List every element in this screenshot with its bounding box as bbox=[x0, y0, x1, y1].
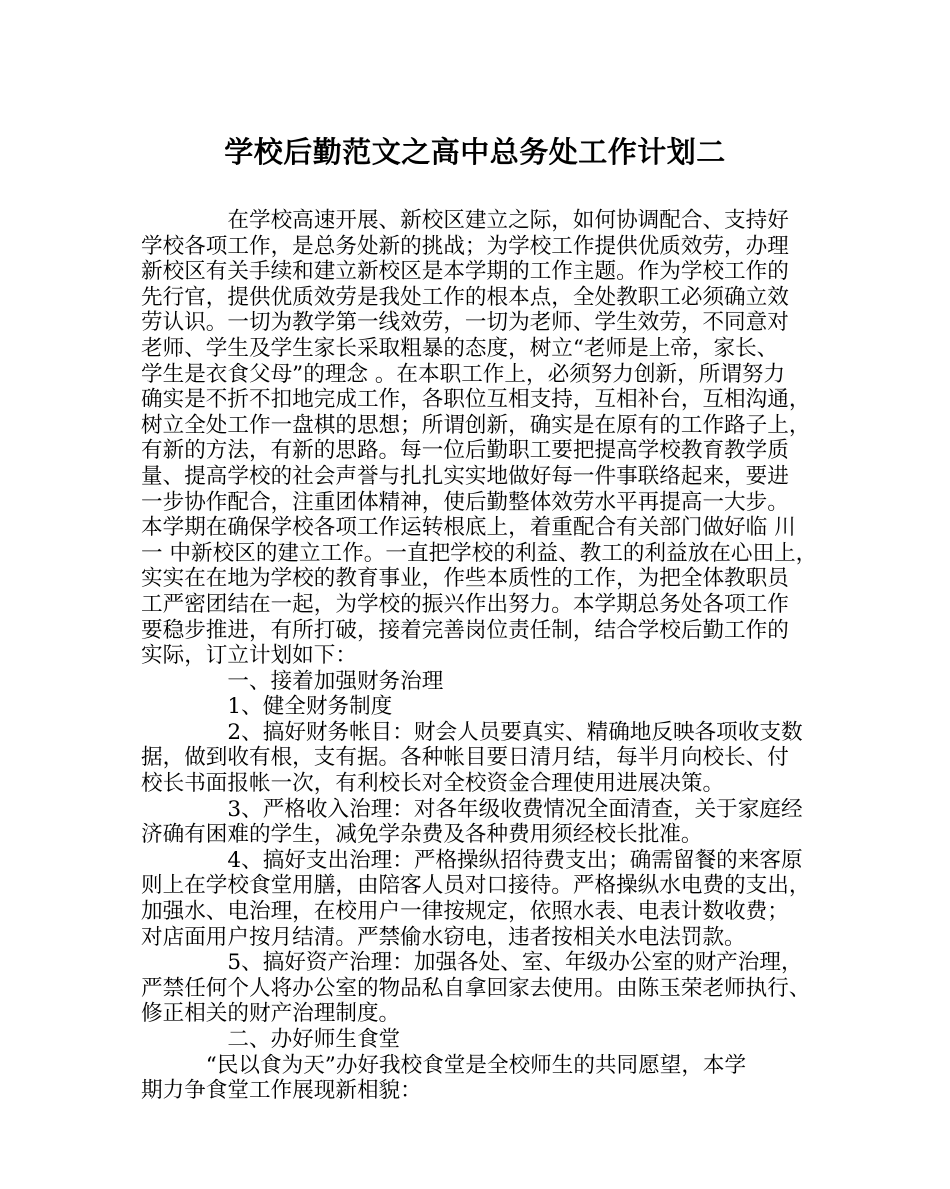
text-line: 1、健全财务制度 bbox=[141, 694, 393, 720]
text-line: 新校区有关手续和建立新校区是本学期的工作主题。作为学校工作的 bbox=[141, 259, 789, 285]
text-line: 修正相关的财产治理制度。 bbox=[141, 1001, 401, 1027]
text-line: 校长书面报帐一次，有利校长对全校资金合理使用进展决策。 bbox=[141, 771, 725, 797]
text-line: 劳认识。一切为教学第一线效劳，一切为老师、学生效劳，不同意对 bbox=[141, 310, 789, 336]
text-line: 老师、学生及学生家长采取粗暴的态度，树立“老师是上帝，家长、 bbox=[141, 335, 779, 361]
text-line: 2、搞好财务帐目：财会人员要真实、精确地反映各项收支数 bbox=[141, 719, 803, 745]
text-line: 5、搞好资产治理：加强各处、室、年级办公室的财产治理， bbox=[141, 950, 803, 976]
text-line: 学校各项工作，是总务处新的挑战；为学校工作提供优质效劳，办理 bbox=[141, 233, 789, 259]
text-line: “民以食为天”办好我校食堂是全校师生的共同愿望，本学 bbox=[141, 1052, 747, 1078]
text-line: 在学校高速开展、新校区建立之际，如何协调配合、支持好 bbox=[141, 208, 789, 233]
document-title: 学校后勤范文之高中总务处工作计划二 bbox=[224, 135, 726, 169]
text-line: 本学期在确保学校各项工作运转根底上，着重配合有关部门做好临 川 bbox=[141, 515, 796, 541]
document-body bbox=[141, 208, 827, 1104]
text-line: 济确有困难的学生，减免学杂费及各种费用须经校长批准。 bbox=[141, 822, 703, 848]
text-line: 确实是不折不扣地完成工作，各职位互相支持，互相补台，互相沟通， bbox=[141, 387, 811, 413]
text-line: 实实在在地为学校的教育事业，作些本质性的工作，为把全体教职员 bbox=[141, 566, 789, 592]
text-line: 实际，订立计划如下： bbox=[141, 643, 357, 669]
text-line: 严禁任何个人将办公室的物品私自拿回家去使用。由陈玉荣老师执行、 bbox=[141, 975, 811, 1001]
text-line: 有新的方法，有新的思路。每一位后勤职工要把提高学校教育教学质 bbox=[141, 438, 789, 464]
text-line: 学生是衣食父母”的理念 。在本职工作上，必须努力创新，所谓努力 bbox=[141, 361, 786, 387]
text-line: 二、办好师生食堂 bbox=[141, 1027, 401, 1052]
text-line: 树立全处工作一盘棋的思想；所谓创新，确实是在原有的工作路子上， bbox=[141, 412, 811, 438]
text-line: 期力争食堂工作展现新相貌： bbox=[141, 1078, 422, 1104]
text-line: 对店面用户按月结清。严禁偷水窃电，违者按相关水电法罚款。 bbox=[141, 924, 746, 950]
text-line: 先行官，提供优质效劳是我处工作的根本点，全处教职工必须确立效 bbox=[141, 284, 789, 310]
text-line: 则上在学校食堂用膳，由陪客人员对口接待。严格操纵水电费的支出， bbox=[141, 873, 811, 899]
text-line: 工严密团结在一起，为学校的振兴作出努力。本学期总务处各项工作 bbox=[141, 591, 789, 617]
text-line: 一、接着加强财务治理 bbox=[141, 668, 444, 694]
text-line: 一 中新校区的建立工作。一直把学校的利益、教工的利益放在心田上， bbox=[141, 540, 818, 566]
text-line: 加强水、电治理，在校用户一律按规定，依照水表、电表计数收费； bbox=[141, 899, 789, 925]
text-line: 要稳步推进，有所打破，接着完善岗位责任制，结合学校后勤工作的 bbox=[141, 617, 789, 643]
text-line: 一步协作配合，注重团体精神，使后勤整体效劳水平再提高一大步。 bbox=[141, 489, 789, 515]
text-line: 据，做到收有根，支有据。各种帐目要日清月结，每半月向校长、付 bbox=[141, 745, 789, 771]
text-line: 量、提高学校的社会声誉与扎扎实实地做好每一件事联络起来，要进 bbox=[141, 463, 789, 489]
text-line: 3、严格收入治理：对各年级收费情况全面清查，关于家庭经 bbox=[141, 796, 803, 822]
text-line: 4、搞好支出治理：严格操纵招待费支出；确需留餐的来客原 bbox=[141, 847, 803, 873]
